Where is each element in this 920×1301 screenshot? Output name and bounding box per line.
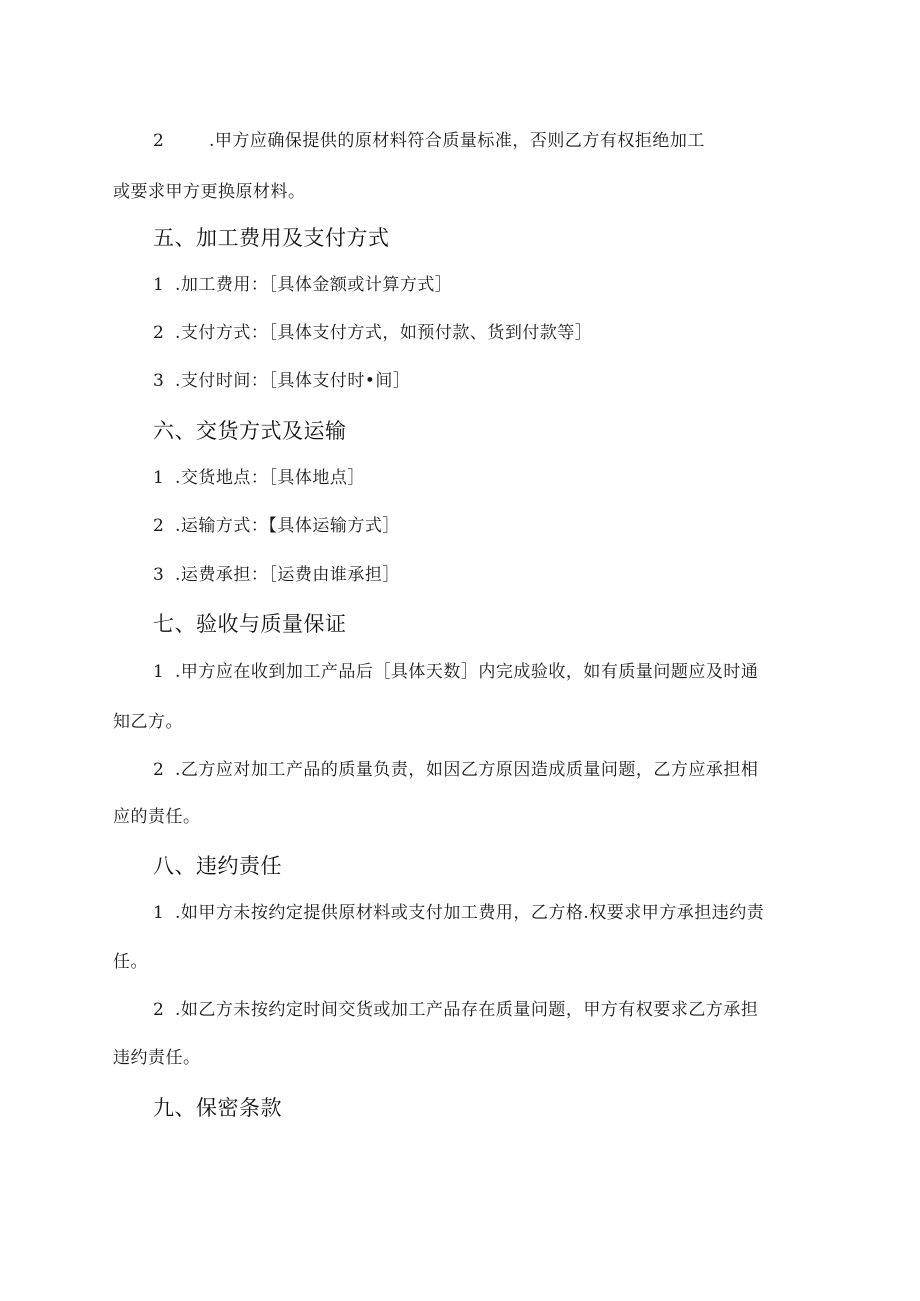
clause-5-2 [153, 321, 592, 345]
clause-number: 3 [153, 565, 165, 585]
clause-text: .支付时间：［具体支付时•间］ [175, 371, 411, 391]
clause-5-1 [153, 273, 452, 297]
clause-text: .甲方应在收到加工产品后［具体天数］内完成验收，如有质量问题应及时通 [175, 662, 759, 682]
section-heading-6: 六、交货方式及运输 [153, 419, 347, 443]
clause-number: 2 [153, 1000, 165, 1020]
clause-7-1-line-2 [113, 710, 183, 734]
section-heading-8: 八、违约责任 [153, 854, 282, 878]
clause-text: .如甲方未按约定提供原材料或支付加工费用，乙方格.权要求甲方承担违约责 [175, 903, 765, 923]
clause-number: 2 [153, 131, 165, 151]
clause-text-continued: 知乙方。 [113, 712, 183, 732]
clause-8-1-line-2 [113, 950, 148, 974]
clause-text: .如乙方未按约定时间交货或加工产品存在质量问题，甲方有权要求乙方承担 [175, 1000, 759, 1020]
clause-number: 2 [153, 516, 165, 536]
section-heading-9: 九、保密条款 [153, 1096, 282, 1120]
section-heading-5: 五、加工费用及支付方式 [153, 226, 390, 250]
clause-text-continued: 任。 [113, 952, 148, 972]
clause-number: 2 [153, 323, 165, 343]
clause-text: .支付方式：［具体支付方式，如预付款、货到付款等］ [175, 323, 593, 343]
clause-7-2-line-2 [113, 805, 201, 829]
clause-5-3 [153, 369, 410, 393]
clause-number: 1 [153, 662, 165, 682]
clause-number: 1 [153, 275, 165, 295]
clause-6-1 [153, 466, 365, 490]
clause-6-3 [153, 563, 400, 587]
clause-6-2 [153, 514, 400, 538]
clause-text: .乙方应对加工产品的质量负责，如因乙方原因造成质量问题，乙方应承担相 [175, 760, 759, 780]
clause-8-2-line-1 [153, 998, 758, 1022]
clause-text: .运费承担：［运费由谁承担］ [175, 565, 400, 585]
clause-4-2-line-1 [153, 129, 705, 153]
clause-text-continued: 违约责任。 [113, 1048, 201, 1068]
clause-number: 3 [153, 371, 165, 391]
clause-number: 1 [153, 468, 165, 488]
section-heading-7: 七、验收与质量保证 [153, 612, 347, 636]
clause-4-2-line-2 [113, 180, 306, 204]
clause-text-continued: 应的责任。 [113, 807, 201, 827]
clause-text: .交货地点：［具体地点］ [175, 468, 365, 488]
clause-text-continued: 或要求甲方更换原材料。 [113, 182, 306, 202]
clause-8-1-line-1 [153, 901, 764, 925]
clause-7-1-line-1 [153, 660, 758, 684]
clause-8-2-line-2 [113, 1046, 201, 1070]
clause-text: .加工费用：［具体金额或计算方式］ [175, 275, 453, 295]
clause-7-2-line-1 [153, 758, 758, 782]
clause-text: .运输方式：【具体运输方式］ [175, 516, 400, 536]
clause-number: 1 [153, 903, 165, 923]
clause-text: .甲方应确保提供的原材料符合质量标准，否则乙方有权拒绝加工 [209, 131, 705, 151]
clause-number: 2 [153, 760, 165, 780]
